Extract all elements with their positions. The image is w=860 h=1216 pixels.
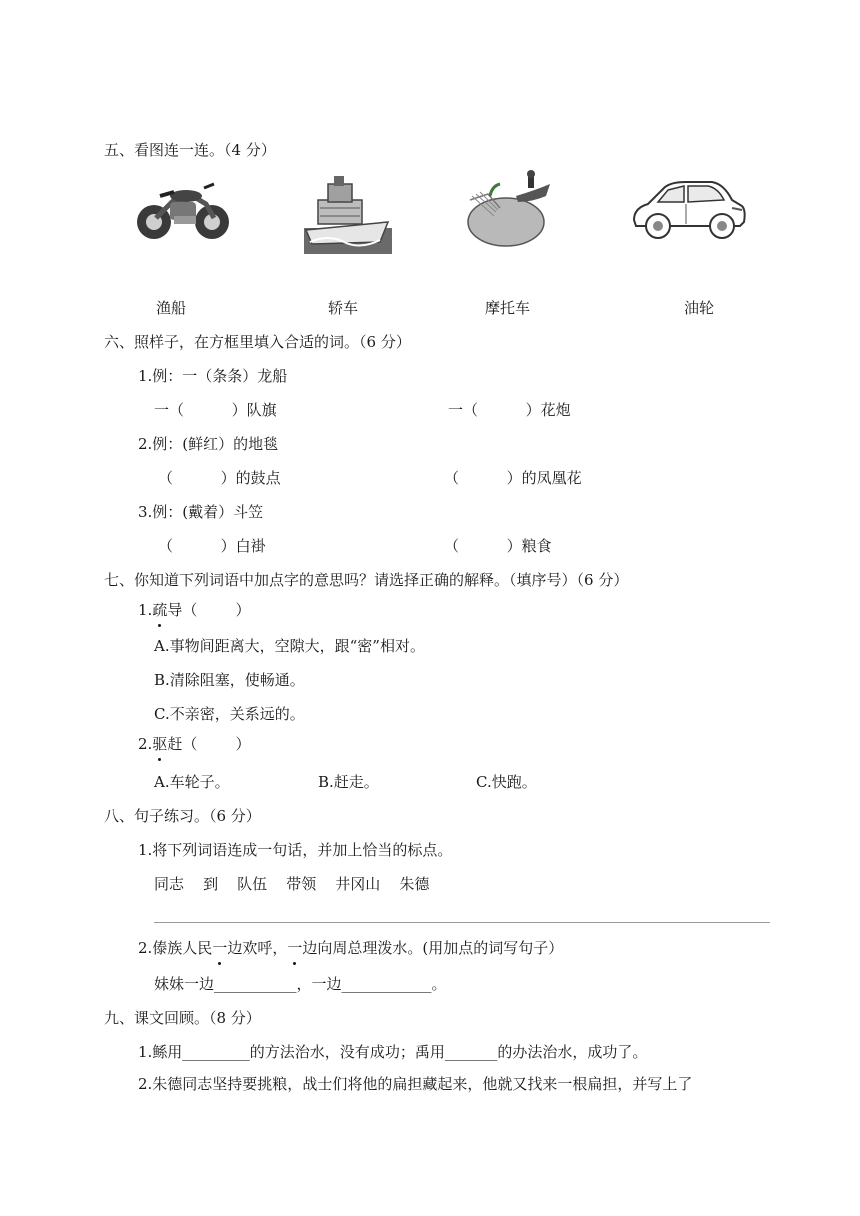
- blank-2b: （ ）的凤凰花: [444, 469, 582, 487]
- blank-1b: 一（ ）花炮: [448, 401, 571, 419]
- fishing-boat-icon: [466, 170, 558, 250]
- dotted-char: 驱: [152, 735, 168, 753]
- question-text: 边向周总理泼水。(用加点的词写句子）: [302, 939, 564, 957]
- option-1b: B.清除阻塞，使畅通。: [154, 671, 305, 689]
- car-icon: [628, 176, 748, 246]
- section-6-title: 六、照样子，在方框里填入合适的词。（6 分）: [104, 333, 411, 351]
- label-sedan: 轿车: [328, 299, 359, 317]
- question-8-2: [138, 938, 563, 958]
- question-text: 边欢呼，: [227, 939, 288, 957]
- example-1: 1.例：一（条条）龙船: [138, 367, 288, 385]
- question-1: [138, 600, 250, 620]
- question-number: 2.: [138, 735, 153, 753]
- dotted-char: 疏: [152, 601, 168, 619]
- example-3: 3.例：(戴着）斗笠: [138, 503, 264, 521]
- section-5-title: 五、看图连一连。（4 分）: [104, 141, 276, 159]
- question-text: 赶（ ）: [167, 735, 251, 753]
- word-list: 同志 到 队伍 带领 井冈山 朱德: [154, 875, 430, 893]
- question-2: [138, 734, 250, 754]
- question-text: 2.傣族人民: [138, 939, 213, 957]
- option-2c: C.快跑。: [476, 773, 537, 791]
- ship-icon: [304, 176, 392, 254]
- blank-1a: 一（ ）队旗: [154, 401, 277, 419]
- section-8-title: 八、句子练习。（6 分）: [104, 807, 261, 825]
- answer-line: [154, 922, 770, 923]
- label-fishing-boat: 渔船: [156, 299, 187, 317]
- label-motorcycle: 摩托车: [485, 299, 531, 317]
- option-1a: A.事物间距离大，空隙大，跟“密”相对。: [154, 637, 425, 655]
- option-1c: C.不亲密，关系远的。: [154, 705, 305, 723]
- option-2b: B.赶走。: [318, 773, 379, 791]
- blank-3a: （ ）白褂: [158, 537, 266, 555]
- blank-3b: （ ）粮食: [444, 537, 552, 555]
- question-9-1: 1.鲧用_________的方法治水，没有成功；禹用_______的办法治水，成功了。: [138, 1043, 648, 1061]
- option-2a: A.车轮子。: [154, 773, 230, 791]
- question-9-2: 2.朱德同志坚持要挑粮，战士们将他的扁担藏起来，他就又找来一根扁担，并写上了: [138, 1075, 693, 1093]
- example-2: 2.例：(鲜红）的地毯: [138, 435, 279, 453]
- question-text: 导（ ）: [167, 601, 251, 619]
- motorcycle-icon: [134, 178, 232, 244]
- section-9-title: 九、课文回顾。（8 分）: [104, 1009, 261, 1027]
- dotted-char: 一: [287, 939, 303, 957]
- blank-2a: （ ）的鼓点: [158, 469, 281, 487]
- question-8-1: 1.将下列词语连成一句话，并加上恰当的标点。: [138, 841, 453, 859]
- label-oil-tanker: 油轮: [684, 299, 715, 317]
- fill-sentence: 妹妹一边___________，一边____________。: [154, 975, 447, 993]
- section-7-title: 七、你知道下列词语中加点字的意思吗？请选择正确的解释。（填序号）（6 分）: [104, 571, 629, 589]
- question-number: 1.: [138, 601, 153, 619]
- dotted-char: 一: [212, 939, 228, 957]
